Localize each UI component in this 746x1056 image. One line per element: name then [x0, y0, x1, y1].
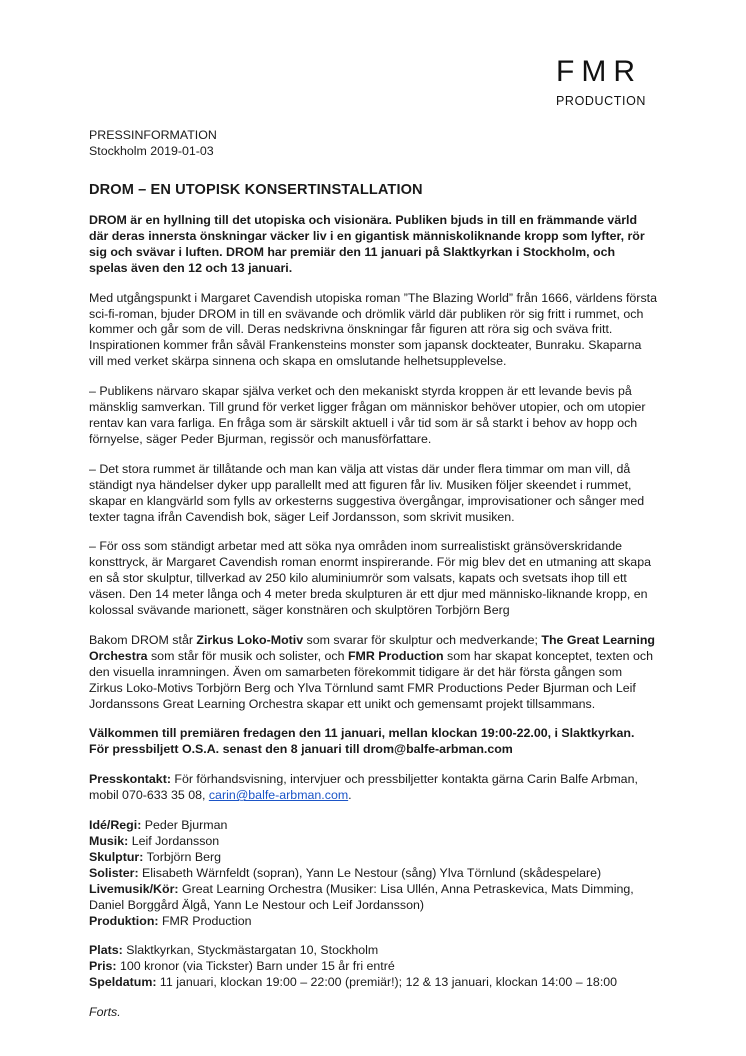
credits-bold-2: The Great Learning Orchestra — [89, 632, 655, 663]
event-item — [89, 959, 657, 975]
crew-label: Musik: — [89, 834, 129, 848]
crew-item — [89, 834, 657, 850]
crew-item — [89, 818, 657, 834]
event-item — [89, 975, 657, 991]
press-release-body — [89, 128, 657, 1021]
welcome-paragraph: Välkommen till premiären fredagen den 11 januari, mellan klockan 19:00-22.00, i Slaktkyrkan. För pressbiljett O.S.A. senast den 8 januari till drom@balfe-arbman.com — [89, 726, 635, 757]
fmr-production-logo — [556, 56, 656, 109]
body-paragraph-4: – För oss som ständigt arbetar med att söka nya områden inom surrealistiskt gränsöverskridande konsttryck, är Margaret Cavendish roman enormt inspirerande. För mig blev det en utmaning att skapa en så stor skulptur, tillverkad av 250 kilo aluminiumrör som valsats, kapats och svetsats ihop till ett väsen. Den 14 meter långa och 4 meter breda skulpturen är ett djur med människo-liknande kropp, en kolossal svävande marionett, säger konstnären och skulptören Torbjörn Berg — [89, 539, 651, 618]
body-paragraph-2: – Publikens närvaro skapar själva verket och den mekaniskt styrda kroppen är ett levande bevis på mänsklig samverkan. Till grund för verket ligger frågan om människor behöver utopier, och om utopier rentav kan vara farliga. En fråga som är särskilt aktuell i vår tid som är så starkt i behov av hopp och förnyelse, säger Peder Bjurman, regissör och manusförfattare. — [89, 384, 646, 446]
crew-value: Peder Bjurman — [141, 818, 228, 833]
press-contact-email-link[interactable]: carin@balfe-arbman.com — [208, 788, 349, 803]
crew-label: Solister: — [89, 865, 139, 880]
logo-subtitle: PRODUCTION — [556, 94, 647, 108]
credits-text-4: som har skapat konceptet, texten och den visuella inramningen. Även om samarbeten förekommit tidigare är det här första gången som Zirkus Loko-Motivs Torbjörn Berg och Ylva Törnlund samt FMR Productions Peder Bjurman och Leif Jordanssons Great Learning Orchestra skapar ett unikt och gemensamt projekt tillsammans. — [89, 648, 653, 711]
crew-value: Torbjörn Berg — [143, 849, 221, 864]
credits-text-2: som svarar för skulptur och medverkande; — [303, 632, 542, 647]
credits-text-1: Bakom DROM står — [89, 632, 197, 647]
crew-label: Produktion: — [89, 913, 159, 928]
press-contact-text: För förhandsvisning, intervjuer och pressbiljetter kontakta gärna Carin Balfe Arbman, mobil 070-633 35 08, — [89, 772, 638, 803]
body-paragraph-1: Med utgångspunkt i Margaret Cavendish utopiska roman ”The Blazing World” från 1666, världens första sci-fi-roman, bjuder DROM in till en svävande och drömlik värld där publiken rör sig fritt i rummet, och kommer och går som de vill. Deras nedskrivna önskningar får figuren att röra sig och sväva fritt. Inspirationen kommer från såväl Frankensteins monster som japansk dockteater, Bunraku. Skaparna vill med verket skärpa sinnena och skapa en omslutande helhetsupplevelse. — [89, 290, 657, 369]
logo-wordmark: FMR — [556, 55, 642, 88]
event-value: Slaktkyrkan, Styckmästargatan 10, Stockholm — [122, 943, 379, 958]
credits-text-3: som står för musik och solister, och — [147, 648, 348, 663]
crew-value: Great Learning Orchestra (Musiker: Lisa Ullén, Anna Petraskevica, Mats Dimming, Daniel Borggård Älgå, Yann Le Nestour och Leif Jordansson) — [89, 881, 634, 912]
body-paragraph-3: – Det stora rummet är tillåtande och man kan välja att vistas där under flera timmar om man vill, då ständigt nya händelser dyker upp parallellt med att figuren får liv. Musiken följer skeendet i rummet, skapar en klangvärld som fylls av orkesterns suggestiva övergångar, improvisationer och sånger med texter tagna ifrån Cavendish bok, säger Leif Jordansson, som skrivit musiken. — [89, 461, 645, 524]
credits-bold-1: Zirkus Loko-Motiv — [196, 632, 304, 647]
crew-list — [89, 818, 657, 929]
crew-label: Skulptur: — [89, 849, 144, 864]
event-label: Plats: — [89, 943, 123, 958]
event-value: 100 kronor (via Tickster) Barn under 15 år fri entré — [116, 959, 395, 974]
press-contact-label: Presskontakt: — [89, 772, 171, 787]
crew-label: Idé/Regi: — [89, 818, 142, 833]
crew-item — [89, 882, 657, 914]
credits-bold-3: FMR Production — [347, 648, 444, 663]
crew-item — [89, 850, 657, 866]
event-item — [89, 943, 657, 959]
crew-value: Elisabeth Wärnfeldt (sopran), Yann Le Nestour (sång) Ylva Törnlund (skådespelare) — [138, 865, 602, 880]
event-label: Speldatum: — [89, 975, 157, 990]
event-value: 11 januari, klockan 19:00 – 22:00 (premiär!); 12 & 13 januari, klockan 14:00 – 18:00 — [156, 975, 618, 990]
document-label: PRESSINFORMATION — [89, 128, 217, 142]
lead-paragraph: DROM är en hyllning till det utopiska och visionära. Publiken bjuds in till en främmande värld där deras innersta önskningar väcker liv i en gigantisk människoliknande kropp som lyfter, rör sig och svävar i luften. DROM har premiär den 11 januari på Slaktkyrkan i Stockholm, och spelas även den 12 och 13 januari. — [89, 213, 645, 275]
crew-value: Leif Jordansson — [128, 834, 220, 848]
crew-value: FMR Production — [158, 913, 252, 928]
crew-label: Livemusik/Kör: — [89, 881, 179, 896]
continued-note: Forts. — [89, 1005, 121, 1020]
event-info — [89, 943, 657, 991]
press-contact — [89, 772, 657, 804]
crew-item — [89, 866, 657, 882]
crew-item — [89, 914, 657, 930]
date-line: Stockholm 2019-01-03 — [89, 143, 214, 158]
press-contact-end: . — [348, 788, 352, 803]
credits-paragraph — [89, 633, 657, 713]
event-label: Pris: — [89, 959, 117, 974]
page-title: DROM – EN UTOPISK KONSERTINSTALLATION — [89, 182, 423, 198]
